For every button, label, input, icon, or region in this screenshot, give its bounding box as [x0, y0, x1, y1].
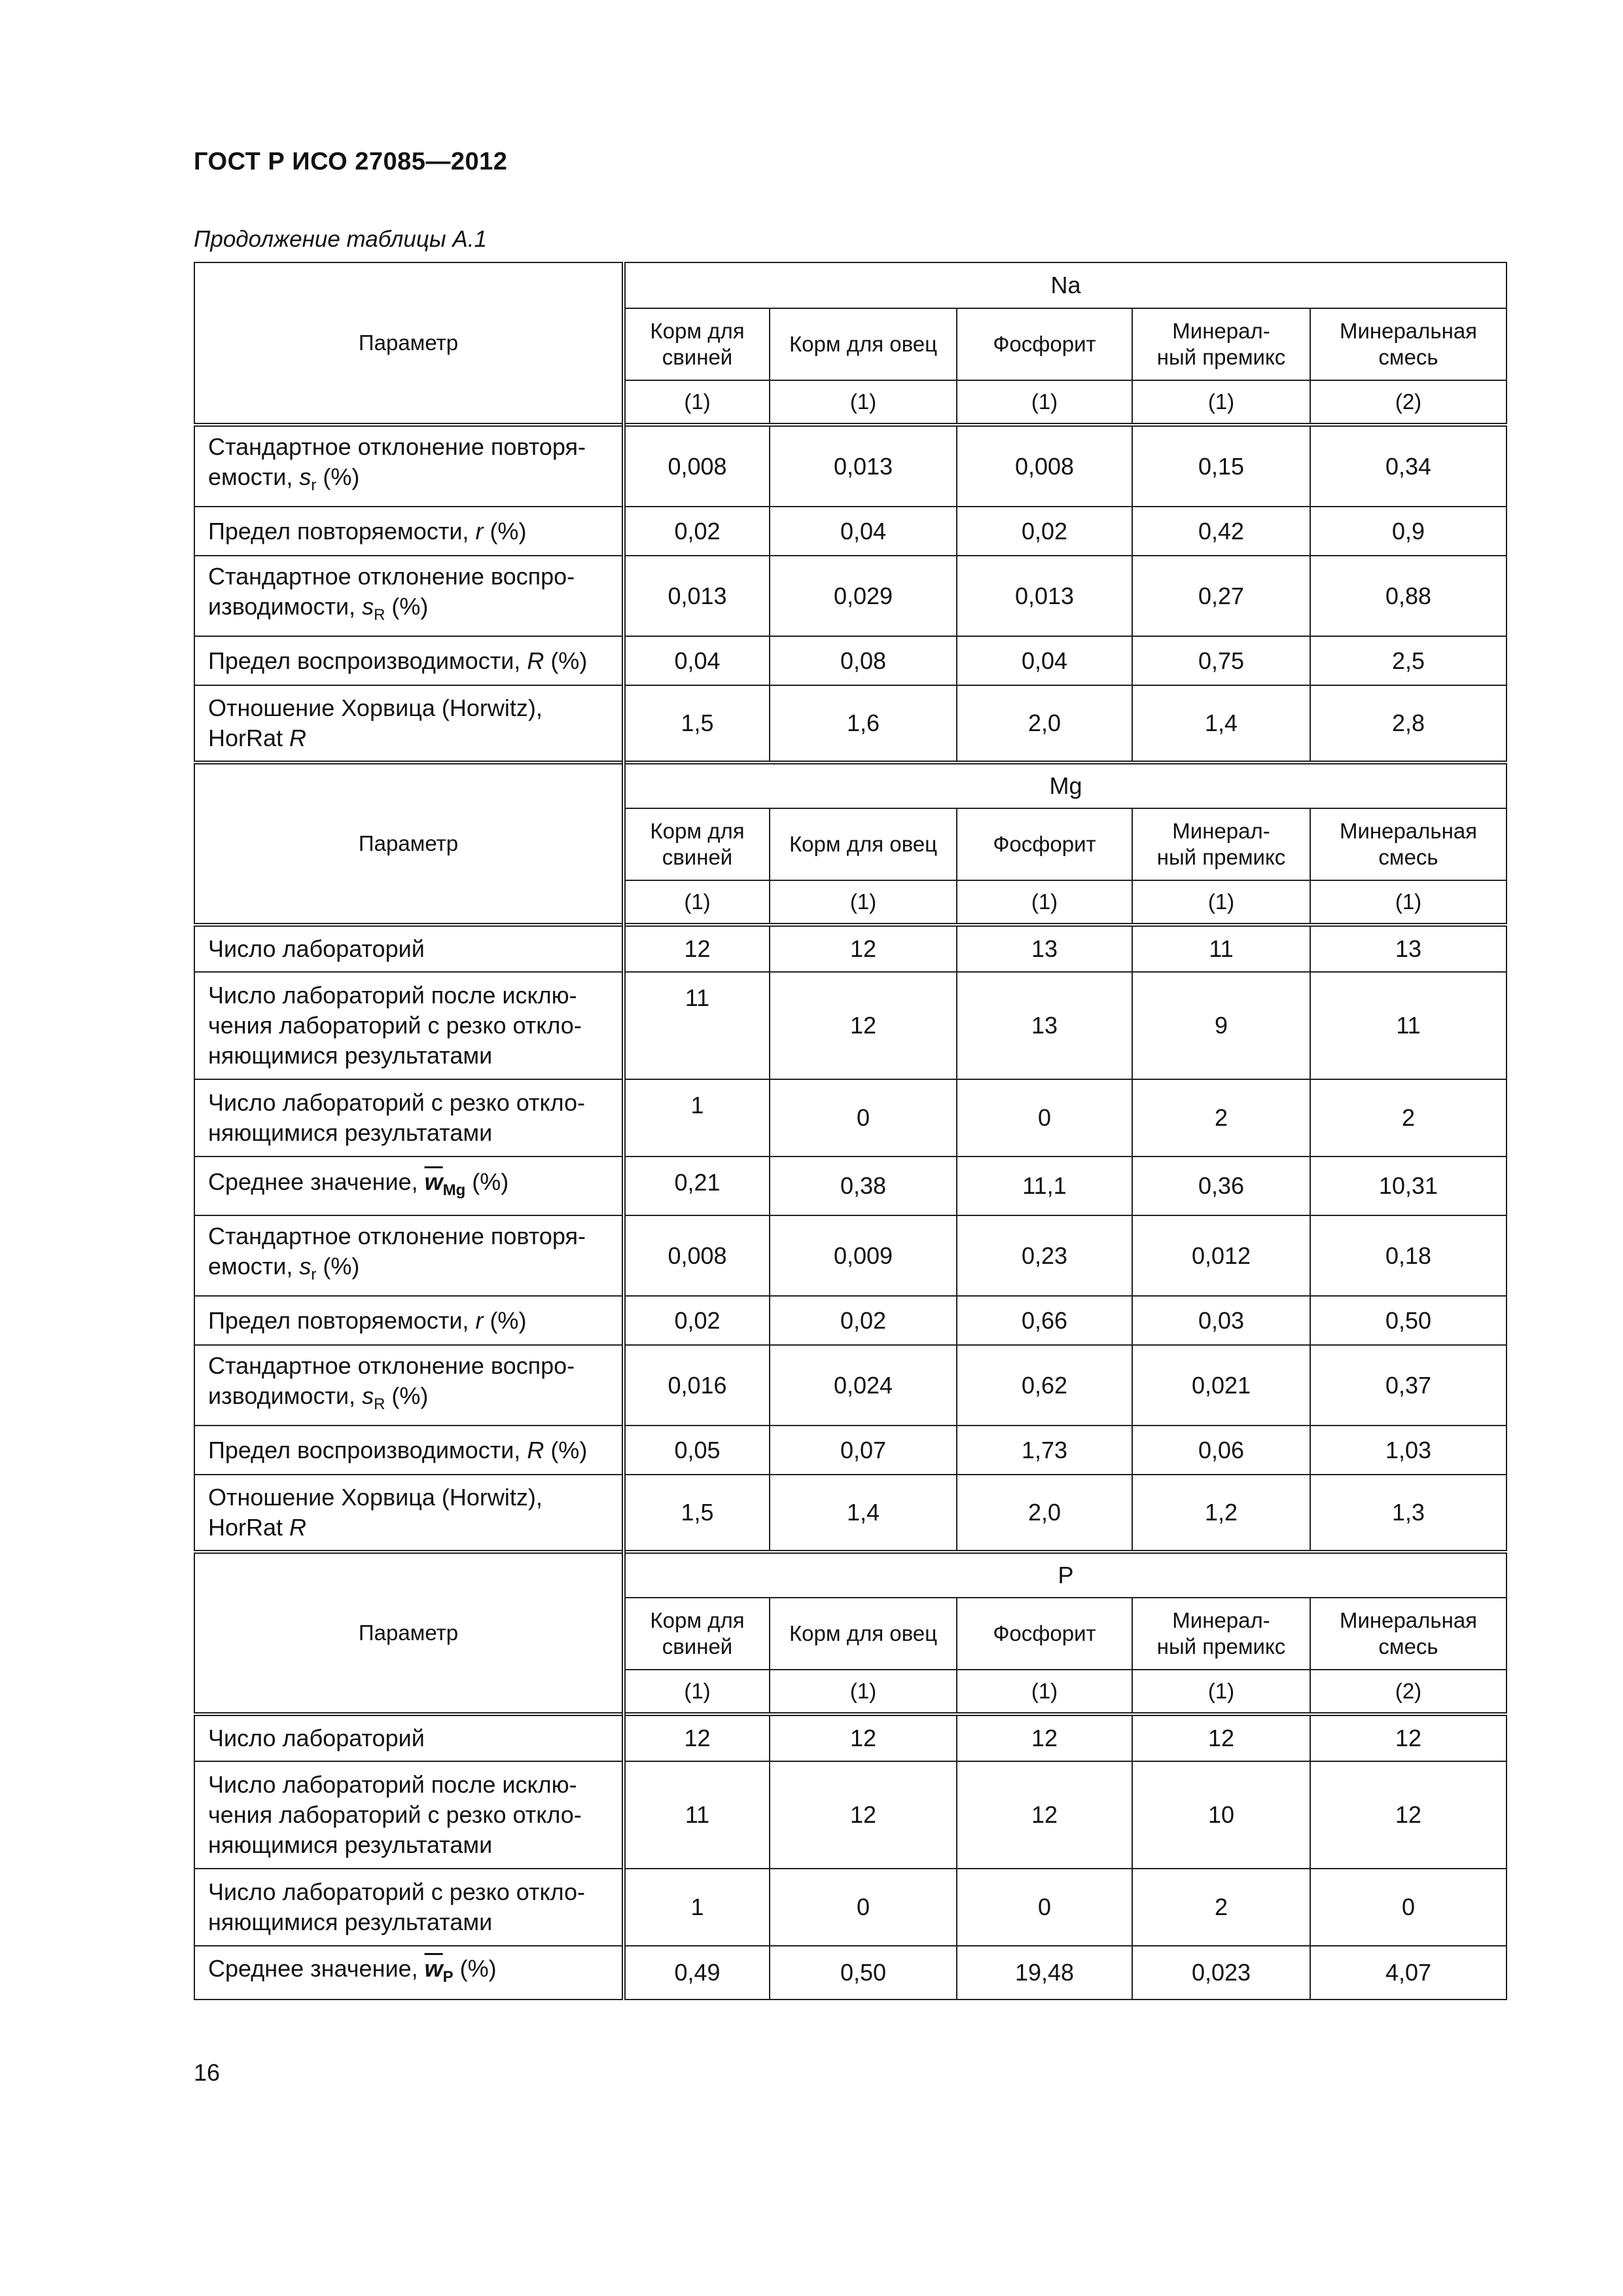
value-cell: 0	[770, 1079, 957, 1157]
value-cell: 12	[770, 972, 957, 1079]
unit-text: (%)	[453, 1954, 497, 1982]
symbol: R	[527, 1436, 544, 1463]
parameter-cell	[194, 1475, 624, 1552]
column-header-line: Корм для овец	[789, 332, 938, 356]
column-note: (1)	[624, 880, 770, 925]
value-cell: 2	[1132, 1079, 1310, 1157]
value-cell: 11,1	[957, 1157, 1132, 1215]
parameter-cell	[194, 1714, 624, 1761]
value-cell: 0,04	[957, 636, 1132, 685]
parameter-text: емости,	[208, 1253, 300, 1280]
document-title: ГОСТ Р ИСО 27085—2012	[194, 148, 508, 175]
parameter-cell	[194, 1426, 624, 1475]
element-header: P	[624, 1552, 1507, 1598]
value-cell: 1,3	[1310, 1475, 1507, 1552]
element-header: Na	[624, 262, 1507, 308]
parameter-cell	[194, 1296, 624, 1345]
value-cell: 0,008	[624, 1215, 770, 1296]
table-row	[194, 1761, 1507, 1869]
column-header	[1132, 1598, 1310, 1670]
value-cell: 0,021	[1132, 1345, 1310, 1426]
parameter-cell	[194, 925, 624, 972]
value-cell: 1,5	[624, 685, 770, 762]
unit-text: (%)	[544, 1436, 588, 1463]
parameter-text: Число лабораторий после исклю-	[208, 982, 577, 1009]
table-row	[194, 1296, 1507, 1345]
value-cell: 0,04	[770, 507, 957, 556]
column-header-line: ный премикс	[1156, 345, 1286, 369]
parameter-text: Стандартное отклонение воспро-	[208, 1352, 575, 1379]
value-cell: 0,013	[957, 556, 1132, 636]
parameter-text: няющимися результатами	[208, 1831, 493, 1858]
column-header	[770, 1598, 957, 1670]
value-cell: 0	[1310, 1869, 1507, 1946]
value-cell: 12	[770, 1714, 957, 1761]
parameter-text: изводимости,	[208, 593, 363, 620]
value-cell: 12	[770, 925, 957, 972]
column-header	[957, 1598, 1132, 1670]
symbol: s	[362, 1382, 374, 1409]
column-header-line: свиней	[662, 845, 733, 869]
value-cell: 0,50	[1310, 1296, 1507, 1345]
symbol: r	[475, 517, 484, 545]
value-cell: 0,36	[1132, 1157, 1310, 1215]
section-header-row	[194, 262, 1507, 308]
element-header: Mg	[624, 762, 1507, 808]
value-cell: 0,012	[1132, 1215, 1310, 1296]
value-cell: 1,4	[770, 1475, 957, 1552]
column-note: (2)	[1310, 380, 1507, 425]
symbol: R	[289, 725, 307, 751]
parameter-cell	[194, 1079, 624, 1157]
table-row	[194, 1079, 1507, 1157]
table-row	[194, 1714, 1507, 1761]
table-row	[194, 507, 1507, 556]
column-header-line: Корм для	[650, 1608, 745, 1632]
column-header-line: Корм для овец	[789, 1621, 938, 1645]
parameter-text: Отношение Хорвица (Horwitz),	[208, 694, 543, 721]
value-cell: 0,49	[624, 1946, 770, 2000]
value-cell: 19,48	[957, 1946, 1132, 2000]
parameter-text: Число лабораторий после исклю-	[208, 1771, 577, 1798]
parameter-cell	[194, 685, 624, 762]
page-number: 16	[194, 2059, 221, 2086]
value-cell: 1,6	[770, 685, 957, 762]
column-header	[770, 308, 957, 380]
section-header-row	[194, 1552, 1507, 1598]
value-cell: 10	[1132, 1761, 1310, 1869]
value-cell: 1,5	[624, 1475, 770, 1552]
value-cell: 0,009	[770, 1215, 957, 1296]
column-header-line: ный премикс	[1156, 845, 1286, 869]
mean-symbol: $\overline{w}$	[424, 1954, 443, 1982]
symbol: r	[475, 1306, 484, 1334]
value-cell: 0,013	[770, 425, 957, 507]
value-cell: 12	[1310, 1714, 1507, 1761]
value-cell: 0	[957, 1079, 1132, 1157]
value-cell: 0,016	[624, 1345, 770, 1426]
value-cell: 0,21	[624, 1157, 770, 1215]
parameter-text: изводимости,	[208, 1382, 363, 1409]
symbol: s	[299, 1253, 312, 1280]
column-header-line: Минеральная	[1339, 319, 1478, 343]
symbol: s	[362, 593, 374, 620]
section-header-row	[194, 762, 1507, 808]
value-cell: 10,31	[1310, 1157, 1507, 1215]
table-row	[194, 925, 1507, 972]
mean-symbol: $\overline{w}$	[424, 1168, 443, 1195]
value-cell: 1	[624, 1079, 770, 1157]
column-note: (1)	[1132, 880, 1310, 925]
column-header-line: свиней	[662, 1634, 733, 1659]
parameter-cell	[194, 1946, 624, 2000]
column-note: (1)	[770, 1670, 957, 1714]
value-cell: 0,02	[624, 1296, 770, 1345]
value-cell: 0,07	[770, 1426, 957, 1475]
value-cell: 0,06	[1132, 1426, 1310, 1475]
value-cell: 0,9	[1310, 507, 1507, 556]
table-body	[194, 262, 1507, 2000]
table-row	[194, 636, 1507, 685]
value-cell: 13	[1310, 925, 1507, 972]
parameter-text: чения лабораторий с резко откло-	[208, 1012, 582, 1039]
column-header-line: смесь	[1378, 345, 1438, 369]
param-header: Параметр	[194, 1552, 624, 1714]
column-header-line: Минеральная	[1339, 1608, 1478, 1632]
parameter-text: няющимися результатами	[208, 1119, 493, 1146]
value-cell: 1,2	[1132, 1475, 1310, 1552]
unit-text: (%)	[483, 517, 527, 545]
value-cell: 0,013	[624, 556, 770, 636]
value-cell: 12	[770, 1761, 957, 1869]
value-cell: 0,18	[1310, 1215, 1507, 1296]
column-header-line: Минерал-	[1172, 319, 1270, 343]
parameter-cell	[194, 1157, 624, 1215]
column-header	[624, 308, 770, 380]
value-cell: 0,029	[770, 556, 957, 636]
column-header-line: ный премикс	[1156, 1634, 1286, 1659]
parameter-cell	[194, 972, 624, 1079]
column-header-line: Фосфорит	[993, 832, 1096, 856]
value-cell: 0,23	[957, 1215, 1132, 1296]
value-cell: 0,024	[770, 1345, 957, 1426]
table-row	[194, 1426, 1507, 1475]
parameter-text: Предел воспроизводимости,	[208, 647, 527, 674]
column-header-line: Минеральная	[1339, 819, 1478, 843]
value-cell: 11	[624, 972, 770, 1079]
value-cell: 0,02	[770, 1296, 957, 1345]
table-row	[194, 1946, 1507, 2000]
value-cell: 0	[957, 1869, 1132, 1946]
parameter-text: Число лабораторий с резко откло-	[208, 1878, 586, 1905]
column-header-line: смесь	[1378, 845, 1438, 869]
value-cell: 2,0	[957, 1475, 1132, 1552]
unit-text: (%)	[465, 1168, 509, 1195]
results-table	[194, 262, 1507, 2000]
value-cell: 0,62	[957, 1345, 1132, 1426]
unit-text: (%)	[385, 1382, 429, 1409]
parameter-text: HorRat	[208, 725, 290, 751]
parameter-cell	[194, 425, 624, 507]
table-row	[194, 1475, 1507, 1552]
column-note: (2)	[1310, 1670, 1507, 1714]
column-note: (1)	[624, 1670, 770, 1714]
table-caption: Продолжение таблицы А.1	[194, 226, 487, 252]
parameter-cell	[194, 507, 624, 556]
value-cell: 0,02	[624, 507, 770, 556]
value-cell: 0,05	[624, 1426, 770, 1475]
value-cell: 2,8	[1310, 685, 1507, 762]
column-header-line: Корм для	[650, 819, 745, 843]
symbol-subscript: R	[374, 1395, 385, 1413]
parameter-text: чения лабораторий с резко откло-	[208, 1801, 582, 1828]
value-cell: 11	[1310, 972, 1507, 1079]
value-cell: 4,07	[1310, 1946, 1507, 2000]
value-cell: 0,88	[1310, 556, 1507, 636]
value-cell: 0,50	[770, 1946, 957, 2000]
value-cell: 12	[1132, 1714, 1310, 1761]
value-cell: 2	[1310, 1079, 1507, 1157]
parameter-text: Отношение Хорвица (Horwitz),	[208, 1484, 543, 1511]
value-cell: 1,73	[957, 1426, 1132, 1475]
column-header	[1310, 308, 1507, 380]
parameter-text: Среднее значение,	[208, 1954, 425, 1982]
parameter-text: емости,	[208, 463, 300, 490]
unit-text: (%)	[483, 1306, 527, 1334]
unit-text: (%)	[385, 593, 429, 620]
value-cell: 13	[957, 925, 1132, 972]
value-cell: 0,38	[770, 1157, 957, 1215]
value-cell: 1,03	[1310, 1426, 1507, 1475]
column-header	[957, 808, 1132, 880]
value-cell: 0	[770, 1869, 957, 1946]
value-cell: 12	[1310, 1761, 1507, 1869]
column-note: (1)	[770, 880, 957, 925]
symbol: s	[299, 463, 312, 490]
column-header-line: смесь	[1378, 1634, 1438, 1659]
value-cell: 12	[624, 925, 770, 972]
parameter-cell	[194, 1345, 624, 1426]
column-note: (1)	[957, 380, 1132, 425]
value-cell: 0,37	[1310, 1345, 1507, 1426]
value-cell: 9	[1132, 972, 1310, 1079]
parameter-text: Стандартное отклонение повторя-	[208, 1223, 586, 1249]
value-cell: 11	[1132, 925, 1310, 972]
column-header-line: свиней	[662, 345, 733, 369]
value-cell: 2,0	[957, 685, 1132, 762]
value-cell: 2	[1132, 1869, 1310, 1946]
unit-text: (%)	[316, 1253, 360, 1280]
mean-subscript: Mg	[442, 1181, 466, 1199]
column-header	[1132, 308, 1310, 380]
parameter-text: Среднее значение,	[208, 1168, 425, 1195]
table-row	[194, 972, 1507, 1079]
value-cell: 0,023	[1132, 1946, 1310, 2000]
param-header: Параметр	[194, 262, 624, 425]
column-header	[1132, 808, 1310, 880]
unit-text: (%)	[544, 647, 588, 674]
column-note: (1)	[957, 1670, 1132, 1714]
value-cell: 0,008	[957, 425, 1132, 507]
parameter-text: Число лабораторий с резко откло-	[208, 1089, 586, 1116]
column-header-line: Минерал-	[1172, 819, 1270, 843]
value-cell: 12	[957, 1714, 1132, 1761]
value-cell: 0,04	[624, 636, 770, 685]
mean-subscript: P	[442, 1967, 454, 1986]
parameter-text: Стандартное отклонение повторя-	[208, 433, 586, 460]
column-header-line: Корм для овец	[789, 832, 938, 856]
column-header	[1310, 1598, 1507, 1670]
value-cell: 0,75	[1132, 636, 1310, 685]
value-cell: 0,66	[957, 1296, 1132, 1345]
parameter-text: Число лабораторий	[208, 1725, 425, 1751]
column-note: (1)	[1132, 380, 1310, 425]
value-cell: 0,02	[957, 507, 1132, 556]
column-header-line: Фосфорит	[993, 1621, 1096, 1645]
value-cell: 13	[957, 972, 1132, 1079]
column-header	[957, 308, 1132, 380]
value-cell: 0,15	[1132, 425, 1310, 507]
column-header	[624, 1598, 770, 1670]
column-header-line: Корм для	[650, 319, 745, 343]
table-row	[194, 425, 1507, 507]
parameter-cell	[194, 636, 624, 685]
parameter-text: няющимися результатами	[208, 1909, 493, 1935]
value-cell: 12	[624, 1714, 770, 1761]
parameter-text: Число лабораторий	[208, 935, 425, 962]
value-cell: 0,008	[624, 425, 770, 507]
value-cell: 12	[957, 1761, 1132, 1869]
value-cell: 0,27	[1132, 556, 1310, 636]
value-cell: 2,5	[1310, 636, 1507, 685]
value-cell: 0,42	[1132, 507, 1310, 556]
value-cell: 0,08	[770, 636, 957, 685]
parameter-text: Стандартное отклонение воспро-	[208, 563, 575, 590]
parameter-text: Предел воспроизводимости,	[208, 1436, 527, 1463]
parameter-cell	[194, 1215, 624, 1296]
parameter-cell	[194, 556, 624, 636]
symbol-subscript: r	[311, 476, 317, 494]
column-note: (1)	[957, 880, 1132, 925]
value-cell: 1,4	[1132, 685, 1310, 762]
column-header	[1310, 808, 1507, 880]
parameter-cell	[194, 1869, 624, 1946]
symbol: R	[289, 1514, 307, 1541]
column-header	[624, 808, 770, 880]
value-cell: 0,03	[1132, 1296, 1310, 1345]
column-header-line: Минерал-	[1172, 1608, 1270, 1632]
parameter-text: Предел повторяемости,	[208, 517, 476, 545]
table-row	[194, 1869, 1507, 1946]
parameter-text: Предел повторяемости,	[208, 1306, 476, 1334]
column-note: (1)	[770, 380, 957, 425]
column-header	[770, 808, 957, 880]
parameter-text: HorRat	[208, 1514, 290, 1541]
symbol-subscript: R	[374, 606, 385, 624]
table-row	[194, 1345, 1507, 1426]
symbol: R	[527, 647, 544, 674]
column-note: (1)	[1132, 1670, 1310, 1714]
symbol-subscript: r	[311, 1266, 317, 1283]
table-row	[194, 1215, 1507, 1296]
parameter-cell	[194, 1761, 624, 1869]
parameter-text: няющимися результатами	[208, 1042, 493, 1069]
value-cell: 11	[624, 1761, 770, 1869]
column-note: (1)	[624, 380, 770, 425]
param-header: Параметр	[194, 762, 624, 925]
column-header-line: Фосфорит	[993, 332, 1096, 356]
table-row	[194, 685, 1507, 762]
table-row	[194, 556, 1507, 636]
table-row	[194, 1157, 1507, 1215]
value-cell: 1	[624, 1869, 770, 1946]
value-cell: 0,34	[1310, 425, 1507, 507]
unit-text: (%)	[316, 463, 360, 490]
column-note: (1)	[1310, 880, 1507, 925]
